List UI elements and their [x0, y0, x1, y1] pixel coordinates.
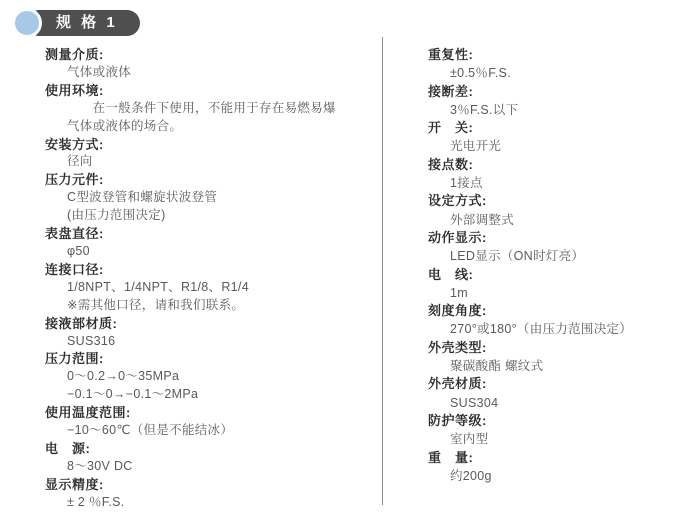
spec-item — [45, 225, 375, 261]
spec-item — [428, 229, 690, 266]
spec-item — [428, 266, 690, 303]
spec-value-line: φ50 — [67, 243, 90, 258]
spec-value-line: LED显示（ON时灯亮） — [450, 249, 585, 264]
section-title: 规 格 1 — [26, 10, 140, 36]
spec-value-line: SUS316 — [67, 333, 116, 348]
spec-value-line: 8～30V DC — [67, 458, 133, 473]
spec-label: 外壳类型: — [428, 339, 487, 355]
section-header-badge — [12, 8, 140, 38]
spec-item — [45, 404, 375, 440]
spec-item — [45, 476, 375, 512]
spec-value-line: ±0.5％F.S. — [450, 66, 511, 81]
spec-label: 重 量: — [428, 449, 474, 465]
spec-item — [45, 171, 375, 225]
spec-column-left — [45, 46, 375, 512]
spec-value-line: ± 2 ％F.S. — [67, 494, 125, 509]
spec-value-line: 270°或180°（由压力范围决定） — [450, 322, 633, 337]
spec-item — [45, 350, 375, 404]
spec-item — [45, 136, 375, 172]
column-divider — [382, 37, 383, 505]
spec-value-line: 1/8NPT、1/4NPT、R1/8、R1/4 — [67, 279, 249, 294]
spec-item — [428, 192, 690, 229]
spec-label: 测量介质: — [45, 47, 104, 62]
spec-value-line: 外部调整式 — [450, 212, 515, 227]
spec-item — [45, 261, 375, 315]
spec-value-line: 聚碳酸酯 螺纹式 — [450, 359, 544, 374]
spec-label: 重复性: — [428, 47, 474, 62]
spec-item — [428, 339, 690, 376]
spec-item — [45, 315, 375, 351]
spec-value-line: −0.1～0→−0.1～2MPa — [67, 387, 199, 402]
spec-item — [428, 156, 690, 193]
spec-value-line: 径向 — [67, 154, 93, 169]
spec-value-line: −10～60℃（但是不能结冰） — [67, 423, 234, 438]
spec-value-line: 气体或液体 — [67, 64, 132, 79]
spec-label: 接断差: — [428, 83, 474, 99]
spec-label: 电 源: — [45, 440, 91, 456]
spec-value-line: ※需其他口径，请和我们联系。 — [67, 297, 245, 312]
spec-value-line: 0～0.2→0～35MPa — [67, 369, 180, 384]
spec-label: 连接口径: — [45, 261, 104, 277]
spec-item — [428, 83, 690, 120]
spec-label: 防护等级: — [428, 412, 487, 428]
spec-label: 使用环境: — [45, 82, 104, 98]
spec-item — [45, 82, 375, 136]
spec-column-right — [428, 46, 690, 485]
spec-value-line: (由压力范围决定) — [67, 208, 166, 223]
spec-label: 接点数: — [428, 156, 474, 172]
spec-label: 安装方式: — [45, 136, 104, 152]
spec-item — [45, 440, 375, 476]
spec-label: 刻度角度: — [428, 303, 487, 319]
spec-value-line: 3％F.S.以下 — [450, 102, 519, 117]
spec-label: 电 线: — [428, 266, 474, 282]
spec-item — [428, 412, 690, 449]
spec-label: 开 关: — [428, 120, 474, 136]
spec-item — [428, 375, 690, 412]
spec-value-line: 室内型 — [450, 432, 489, 447]
spec-item — [428, 46, 690, 83]
spec-value-line: 1m — [450, 285, 468, 300]
spec-label: 使用温度范围: — [45, 405, 131, 421]
spec-value-line: SUS304 — [450, 395, 499, 410]
spec-value-line: 光电开光 — [450, 139, 502, 154]
spec-label: 显示精度: — [45, 476, 104, 492]
spec-item — [45, 46, 375, 82]
spec-value-line: 气体或液体的场合。 — [67, 118, 183, 133]
spec-label: 设定方式: — [428, 193, 487, 209]
spec-label: 压力元件: — [45, 172, 104, 188]
spec-value-line: 在一般条件下使用，不能用于存在易燃易爆 — [67, 100, 336, 115]
spec-label: 外壳材质: — [428, 376, 487, 392]
spec-item — [428, 119, 690, 156]
spec-value-line: C型波登管和螺旋状波登管 — [67, 190, 218, 205]
spec-label: 动作显示: — [428, 229, 487, 245]
spec-item — [428, 302, 690, 339]
spec-value-line: 约200g — [450, 468, 492, 483]
spec-label: 接液部材质: — [45, 315, 118, 331]
badge-circle-icon — [12, 8, 42, 38]
spec-item — [428, 449, 690, 486]
spec-label: 压力范围: — [45, 351, 104, 367]
spec-label: 表盘直径: — [45, 226, 104, 242]
spec-value-line: 1接点 — [450, 176, 483, 191]
